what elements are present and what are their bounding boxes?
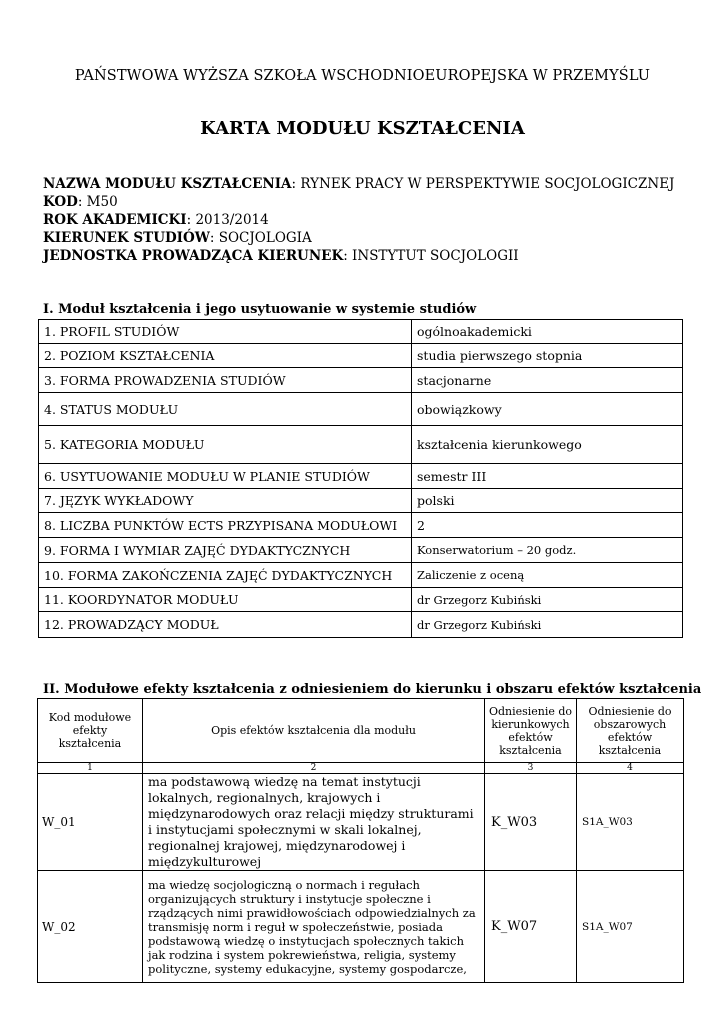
row-value: dr Grzegorz Kubiński bbox=[412, 612, 683, 638]
column-number: 3 bbox=[485, 763, 577, 774]
header-field-reference: Odniesienie do kierunkowych efektów kształcenia bbox=[485, 699, 577, 763]
meta-academic-year bbox=[43, 211, 693, 229]
table-header-row bbox=[38, 699, 684, 763]
table-row bbox=[39, 612, 683, 638]
row-label: 6. USYTUOWANIE MODUŁU W PLANIE STUDIÓW bbox=[39, 464, 412, 489]
meta-label: JEDNOSTKA PROWADZĄCA KIERUNEK bbox=[43, 248, 344, 264]
row-value: semestr III bbox=[412, 464, 683, 489]
table-row bbox=[39, 538, 683, 563]
table-row bbox=[39, 464, 683, 489]
outcome-code: W_01 bbox=[38, 774, 143, 871]
meta-field-of-study bbox=[43, 229, 693, 247]
row-label: 9. FORMA I WYMIAR ZAJĘĆ DYDAKTYCZNYCH bbox=[39, 538, 412, 563]
row-label: 10. FORMA ZAKOŃCZENIA ZAJĘĆ DYDAKTYCZNYCH bbox=[39, 563, 412, 588]
column-number: 4 bbox=[577, 763, 684, 774]
table-row bbox=[39, 393, 683, 426]
table-row bbox=[39, 344, 683, 368]
row-label: 3. FORMA PROWADZENIA STUDIÓW bbox=[39, 368, 412, 393]
row-value: dr Grzegorz Kubiński bbox=[412, 588, 683, 612]
row-label: 4. STATUS MODUŁU bbox=[39, 393, 412, 426]
outcome-description: ma podstawową wiedzę na temat instytucji lokalnych, regionalnych, krajowych i międzynarodowych oraz relacji między strukturami i instytucjami społecznymi w skali lokalnej, regionalnej krajowej, międzynarodowej i międzykulturowej bbox=[143, 774, 485, 871]
column-number: 1 bbox=[38, 763, 143, 774]
column-number: 2 bbox=[143, 763, 485, 774]
row-label: 1. PROFIL STUDIÓW bbox=[39, 320, 412, 344]
section-2-heading: II. Modułowe efekty kształcenia z odniesieniem do kierunku i obszaru efektów kształcenia bbox=[43, 682, 702, 697]
document-title: KARTA MODUŁU KSZTAŁCENIA bbox=[200, 118, 525, 139]
table-row bbox=[39, 588, 683, 612]
row-label: 7. JĘZYK WYKŁADOWY bbox=[39, 489, 412, 513]
meta-value: : RYNEK PRACY W PERSPEKTYWIE SOCJOLOGICZNEJ bbox=[291, 176, 675, 192]
outcome-field-reference: K_W03 bbox=[485, 774, 577, 871]
table-row bbox=[39, 489, 683, 513]
row-label: 12. PROWADZĄCY MODUŁ bbox=[39, 612, 412, 638]
row-value: 2 bbox=[412, 513, 683, 538]
meta-code bbox=[43, 193, 693, 211]
table-row bbox=[38, 774, 684, 871]
outcome-field-reference: K_W07 bbox=[485, 871, 577, 983]
meta-label: NAZWA MODUŁU KSZTAŁCENIA bbox=[43, 176, 292, 192]
table-row bbox=[39, 426, 683, 464]
header-area-reference: Odniesienie do obszarowych efektów kształcenia bbox=[577, 699, 684, 763]
row-label: 2. POZIOM KSZTAŁCENIA bbox=[39, 344, 412, 368]
meta-module-name bbox=[43, 175, 693, 193]
meta-label: KIERUNEK STUDIÓW bbox=[43, 230, 210, 246]
header-description: Opis efektów kształcenia dla modułu bbox=[143, 699, 485, 763]
table-row bbox=[38, 871, 684, 983]
row-value: Zaliczenie z oceną bbox=[412, 563, 683, 588]
meta-value: : 2013/2014 bbox=[186, 212, 269, 228]
row-value: Konserwatorium – 20 godz. bbox=[412, 538, 683, 563]
row-value: ogólnoakademicki bbox=[412, 320, 683, 344]
meta-unit bbox=[43, 247, 693, 265]
outcome-description: ma wiedzę socjologiczną o normach i regułach organizujących struktury i instytucje społeczne i rządzących nimi prawidłowościach odpowiedzialnych za transmisję norm i reguł w społeczeństwie, posiada podstawową wiedzę o instytucjach społecznych takich jak rodzina i system pokrewieństwa, religia, systemy polityczne, systemy edukacyjne, systemy gospodarcze, bbox=[143, 871, 485, 983]
table-row bbox=[39, 368, 683, 393]
school-name: PAŃSTWOWA WYŻSZA SZKOŁA WSCHODNIOEUROPEJSKA W PRZEMYŚLU bbox=[74, 68, 651, 84]
column-number-row bbox=[38, 763, 684, 774]
row-label: 8. LICZBA PUNKTÓW ECTS PRZYPISANA MODUŁOWI bbox=[39, 513, 412, 538]
meta-value: : M50 bbox=[77, 194, 118, 210]
outcome-area-reference: S1A_W07 bbox=[577, 871, 684, 983]
row-label: 5. KATEGORIA MODUŁU bbox=[39, 426, 412, 464]
table-row bbox=[39, 513, 683, 538]
learning-outcomes-table bbox=[37, 698, 684, 983]
outcome-area-reference: S1A_W03 bbox=[577, 774, 684, 871]
outcome-code: W_02 bbox=[38, 871, 143, 983]
row-value: obowiązkowy bbox=[412, 393, 683, 426]
meta-label: KOD bbox=[43, 194, 78, 210]
row-value: polski bbox=[412, 489, 683, 513]
meta-value: : SOCJOLOGIA bbox=[209, 230, 312, 246]
row-value: kształcenia kierunkowego bbox=[412, 426, 683, 464]
section-1-heading: I. Moduł kształcenia i jego usytuowanie w systemie studiów bbox=[43, 302, 477, 317]
table-row bbox=[39, 563, 683, 588]
table-row bbox=[39, 320, 683, 344]
meta-value: : INSTYTUT SOCJOLOGII bbox=[343, 248, 519, 264]
row-label: 11. KOORDYNATOR MODUŁU bbox=[39, 588, 412, 612]
row-value: stacjonarne bbox=[412, 368, 683, 393]
row-value: studia pierwszego stopnia bbox=[412, 344, 683, 368]
meta-label: ROK AKADEMICKI bbox=[43, 212, 187, 228]
header-code: Kod modułowe efekty kształcenia bbox=[38, 699, 143, 763]
module-metadata bbox=[43, 175, 693, 265]
module-info-table bbox=[38, 319, 683, 638]
